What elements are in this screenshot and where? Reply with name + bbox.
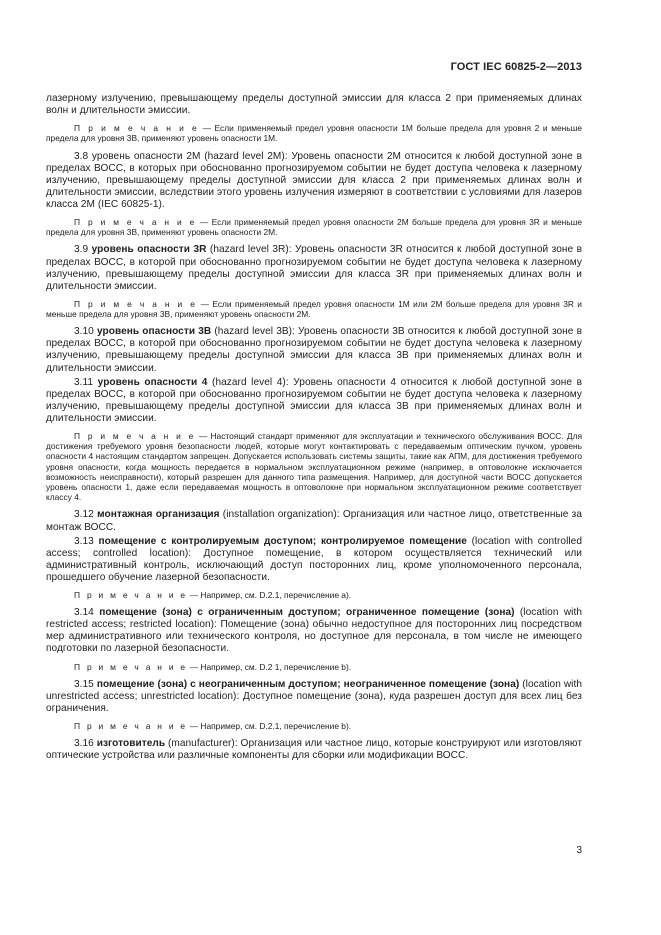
term-definition: (location with restricted access; restricted location): Помещение (зона) обычно недоступное для посторонних лиц посредством мер административного или технического контроля, но доступное для персонала, в том числе не имеющего подготовки по лазерной безопасности. [46, 607, 582, 655]
continued-paragraph: лазерному излучению, превышающему пределы доступной эмиссии для класса 2 при применяемых длинах волн и длительности эмиссии. [46, 93, 582, 117]
term-number: 3.13 [74, 535, 99, 547]
document-body [46, 93, 582, 762]
term-definition: (hazard level 3B): Уровень опасности 3B относится к любой доступной зоне в пределах ВОСС, в которой при обоснованно прогнозируемом событии не будет доступа человека к лазерному излучению, превышающему пределы доступной эмиссии для класса 3B при применяемых длинах волн и длительности эмиссии. [46, 326, 583, 374]
term-definition: (hazard level 3R): Уровень опасности 3R относится к любой доступной зоне в пределах ВОСС, в которой при обоснованно прогнозируемом событии не будет доступа человека к лазерному излучению, превышающему пределы доступной эмиссии для класса 3R при применяемых длинах волн и длительности эмиссии. [46, 244, 582, 292]
term-definition: (installation organization): Организация или частное лицо, ответственные за монтаж ВОСС. [46, 509, 583, 533]
page-number: 3 [576, 845, 582, 856]
note-4 [46, 431, 582, 502]
note-label: П р и м е ч а н и е [74, 298, 198, 309]
term-definition: (location with controlled access; controlled location): Доступное помещение, в котором осуществляется технический или административный контроль, исключающий доступ посторонних лиц, кроме уполномоченного персонала, прошедшего обучение лазерной безопасности. [46, 535, 582, 583]
term-number: 3.11 [74, 376, 98, 388]
term-3-13 [46, 536, 582, 584]
note-text: — Если применяемый предел уровня опасности 2M больше предела для уровня 3R и меньше предела для уровня 3B, применяют уровень опасности 2M. [46, 217, 582, 238]
term-name: изготовитель [96, 738, 166, 750]
note-label: П р и м е ч а н и е [74, 123, 199, 134]
term-name: помещение с контролируемым доступом; контролируемое помещение [98, 535, 467, 547]
term-number: 3.10 [74, 326, 97, 338]
note-text: — Если применяемый предел уровня опасности 1M больше предела для уровня 2 и меньше предела для уровня 3B, применяют уровень опасности 1M. [46, 123, 582, 144]
note-text: — Настоящий стандарт применяют для эксплуатации и технического обслуживания ВОСС. Для достижения требуемого уровня безопасности людей, которые могут контактировать с передаваемым оптическим пучком, уровень опасности 4 настоящим стандартом запрещен. Допускается использовать системы защиты, такие как АПМ, для достижения требуемого уровня опасности, когда мощность передается в нормальном эксплуатационном режиме (например, в оптоволокне исключается возможность неисправности), который разрешен для данного типа размещения. Например, для доступной части ВОСС допускается уровень опасности 1, даже если передаваемая мощность в оптоволокне при нормальном эксплуатационном режиме соответствует классу 4. [46, 431, 582, 503]
note-text: — Например, см. D.2.1, перечисление b). [187, 721, 352, 732]
note-text: — Если применяемый предел уровня опасности 1M или 2M больше предела для уровня 3R и меньше предела для уровня 3B, применяют уровень опасности 2M. [46, 298, 582, 320]
term-number: 3.15 [74, 678, 97, 690]
note-7 [46, 721, 582, 731]
term-3-10 [46, 326, 582, 374]
term-definition: (hazard level 4): Уровень опасности 4 относится к любой доступной зоне в пределах ВОСС, в которой при обоснованно прогнозируемом событии не будет доступа человека к лазерному излучению, превышающему пределы доступной эмиссии для класса 3B при применяемых длинах волн и длительности эмиссии. [46, 376, 582, 424]
note-3 [46, 299, 582, 319]
term-name: помещение (зона) с ограниченным доступом; ограниченное помещение (зона) [99, 607, 515, 619]
term-number: 3.14 [74, 607, 100, 619]
term-name: помещение (зона) с неограниченным доступом; неограниченное помещение (зона) [96, 678, 520, 690]
term-name: уровень опасности 4 [97, 376, 208, 388]
term-3-12 [46, 509, 582, 533]
term-number: 3.12 [74, 509, 98, 521]
term-3-14 [46, 607, 582, 655]
note-label: П р и м е ч а н и е [74, 661, 188, 672]
note-1 [46, 123, 582, 143]
note-label: П р и м е ч а н и е [74, 217, 197, 228]
note-6 [46, 662, 582, 672]
term-3-9 [46, 244, 582, 292]
term-3-15 [46, 679, 582, 715]
term-number: 3.9 [74, 244, 92, 256]
note-label: П р и м е ч а н и е [74, 431, 196, 441]
term-name: уровень опасности 3R [91, 244, 207, 256]
note-5 [46, 590, 582, 600]
term-name: уровень опасности 3B [96, 326, 212, 338]
note-2 [46, 217, 582, 237]
note-text: — Например, см. D.2 1, перечисление b). [187, 661, 352, 672]
term-3-11 [46, 377, 582, 425]
term-3-8: 3.8 уровень опасности 2M (hazard level 2M): Уровень опасности 2M относится к любой доступной зоне в пределах ВОСС, в которых при обоснованно прогнозируемом событии не будет доступа человека к лазерному излучению, превышающему пределы доступной эмиссии для класса 2 при применяемых длинах волн и длительности эмиссии, вследствии этого уровень излучения измеряют в соответствии с условиями для лазеров класса 2M (IEC 60825-1). [46, 150, 582, 210]
term-3-16 [46, 738, 582, 762]
term-definition: (location with unrestricted access; unrestricted location): Доступное помещение (зона), куда разрешен доступ для всех лиц без ограничения. [46, 678, 582, 714]
term-definition: (manufacturer): Организация или частное лицо, которые конструируют или изготовляют оптические устройства или различные компоненты для сборки или модификации ВОСС. [46, 738, 583, 762]
term-number: 3.16 [74, 738, 97, 750]
note-label: П р и м е ч а н и е [74, 721, 188, 732]
term-name: монтажная организация [97, 509, 220, 521]
note-text: — Например, см. D.2.1, перечисление а). [187, 589, 352, 600]
standard-header: ГОСТ IEC 60825-2—2013 [450, 61, 582, 73]
note-label: П р и м е ч а н и е [74, 589, 188, 600]
